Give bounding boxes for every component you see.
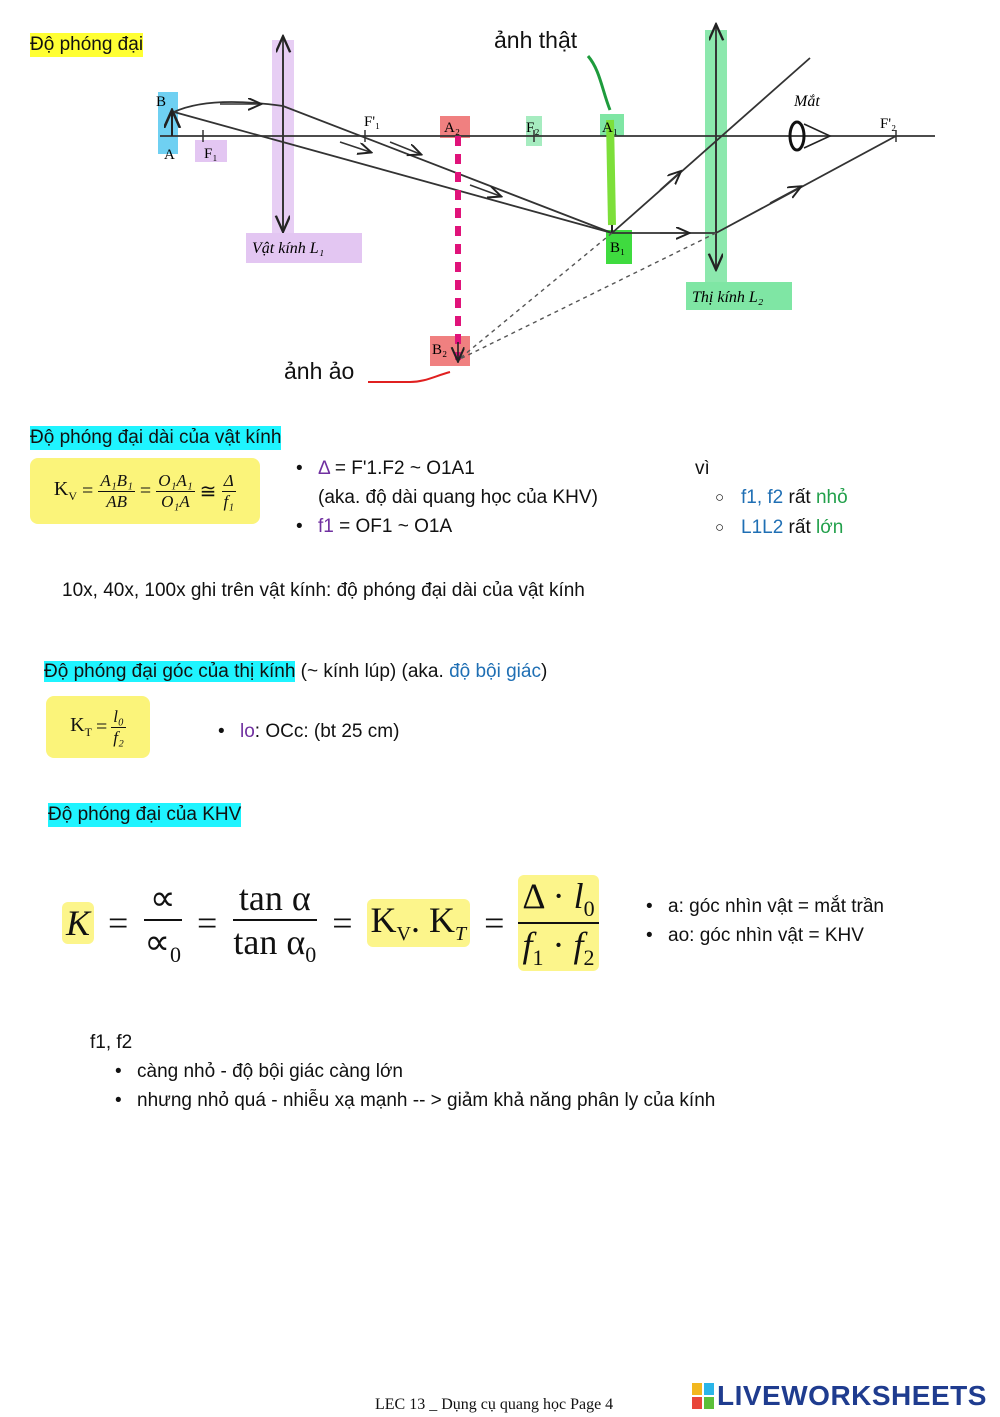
microscope-ray-diagram [140,20,940,400]
reason-list [741,486,848,546]
label-real-image: ảnh thật [494,27,578,53]
objective-definitions [318,457,598,544]
list-item: • nhưng nhỏ quá - nhiễu xạ mạnh -- > giảm khả năng phân ly của kính [137,1089,715,1118]
label-A1: A₁ [602,120,619,136]
angle-definitions [668,895,884,953]
f1-f2-notes [137,1060,715,1118]
label-eyepiece: Thị kính L₂ [692,289,764,306]
liveworksheets-logo-icon [692,1383,714,1409]
reason-title: vì [695,458,710,479]
list-item: • Δ = F'1.F2 ~ O1A1 [318,457,598,486]
objective-note: 10x, 40x, 100x ghi trên vật kính: độ phóng đại dài của vật kính [62,580,585,601]
label-F1p: F'₁ [364,114,381,130]
section-title-microscope-magnification: Độ phóng đại của KHV [48,804,242,825]
list-item: • ao: góc nhìn vật = KHV [668,924,884,953]
list-item: ○ f1, f2 rất nhỏ [741,486,848,516]
label-F1: F₁ [204,146,218,162]
formula-k-total: K = $\frac{\propto}{\propto_0}$ = $\frac{\text{tan α}}{\tan \alpha_0}$ = $K_V$. $K_T$ = $\frac{\Delta \cdot l_0}{f_1 \cdot f_2}$ [62,868,599,978]
label-F2p: F'₂ [880,116,897,132]
label-A2: A₂ [444,120,461,136]
list-item: • f1 = OF1 ~ O1A [318,515,598,544]
list-item: • a: góc nhìn vật = mắt trần [668,895,884,924]
list-item: ○ L1L2 rất lớn [741,516,848,546]
f1-f2-title: f1, f2 [90,1032,133,1053]
ray-parallel [174,102,612,233]
label-A: A [164,147,175,163]
eyepiece-definitions [240,720,399,744]
list-item: • lo: OCc: (bt 25 cm) [240,720,399,744]
label-B: B [156,94,167,110]
formula-kt: $K_T$ = $\frac{\text{l₀}}{\text{f₂}}$ [46,696,150,758]
list-item: • càng nhỏ - độ bội giác càng lớn [137,1060,715,1089]
label-B1: B₁ [610,240,626,256]
label-virtual-image: ảnh ảo [284,358,355,384]
section-title-magnification: Độ phóng đại [30,34,144,55]
ray-center [174,112,612,233]
section-title-eyepiece-magnification: Độ phóng đại góc của thị kính (~ kính lúp) (aka. độ bội giác) [44,661,548,682]
page-footer: LEC 13 _ Dụng cụ quang học Page 4 [375,1396,614,1413]
liveworksheets-logo: LIVEWORKSHEETS [692,1380,987,1412]
label-F2: F₂ [526,120,540,136]
formula-kv: $K_V$ = $\frac{\text{A₁B₁}}{AB}$ = $\frac{\text{O₁A₁}}{\text{O₁A}}$ ≅ $\frac{\Delta}{\text{f₁}}$ [30,458,260,524]
label-B2: B₂ [432,342,448,358]
label-objective: Vật kính L₁ [252,240,325,257]
label-eye: Mắt [794,93,820,110]
section-title-objective-magnification: Độ phóng đại dài của vật kính [30,427,282,448]
list-item: (aka. độ dài quang học của KHV) [318,487,598,508]
